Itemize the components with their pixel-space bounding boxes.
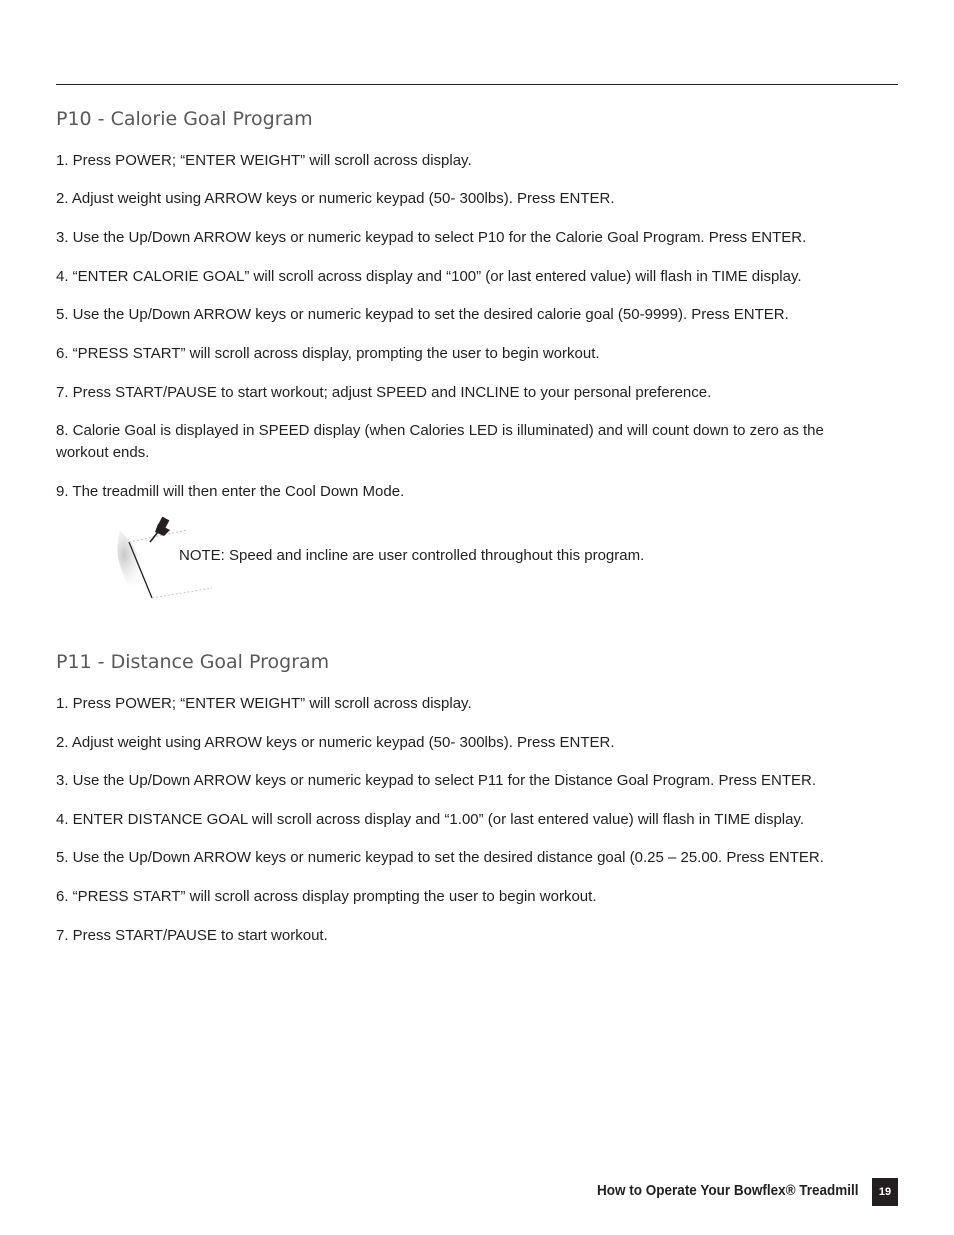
list-item: 9. The treadmill will then enter the Cool Down Mode. [56,483,405,500]
list-item: 5. Use the Up/Down ARROW keys or numeric keypad to set the desired distance goal (0.25 – 25.00. Press ENTER. [56,849,824,866]
list-item: 3. Use the Up/Down ARROW keys or numeric keypad to select P10 for the Calorie Goal Program. Press ENTER. [56,229,807,246]
section-title-p11: P11 - Distance Goal Program [56,651,330,673]
list-item: 6. “PRESS START” will scroll across display prompting the user to begin workout. [56,888,597,905]
list-item: 1. Press POWER; “ENTER WEIGHT” will scroll across display. [56,695,472,712]
footer-title: How to Operate Your Bowflex® Treadmill [597,1182,859,1199]
list-item: 5. Use the Up/Down ARROW keys or numeric keypad to set the desired calorie goal (50-9999). Press ENTER. [56,306,789,323]
page-number: 19 [872,1178,898,1206]
list-item: 4. ENTER DISTANCE GOAL will scroll across display and “1.00” (or last entered value) will flash in TIME display. [56,811,805,828]
list-item: 7. Press START/PAUSE to start workout; adjust SPEED and INCLINE to your personal preference. [56,384,712,401]
note-callout [112,516,712,602]
top-divider [56,84,898,85]
list-item: 8. Calorie Goal is displayed in SPEED display (when Calories LED is illuminated) and will count down to zero as the workout ends. [56,422,824,461]
list-item: 4. “ENTER CALORIE GOAL” will scroll across display and “100” (or last entered value) will flash in TIME display. [56,268,802,285]
list-item: 2. Adjust weight using ARROW keys or numeric keypad (50- 300lbs). Press ENTER. [56,190,615,207]
list-item: 2. Adjust weight using ARROW keys or numeric keypad (50- 300lbs). Press ENTER. [56,734,615,751]
section-title-p10: P10 - Calorie Goal Program [56,108,313,130]
list-item: 1. Press POWER; “ENTER WEIGHT” will scroll across display. [56,152,472,169]
note-text: NOTE: Speed and incline are user controlled throughout this program. [179,547,645,564]
pushpin-icon [150,517,170,542]
list-item: 6. “PRESS START” will scroll across display, prompting the user to begin workout. [56,345,600,362]
list-item: 3. Use the Up/Down ARROW keys or numeric keypad to select P11 for the Distance Goal Program. Press ENTER. [56,772,817,789]
list-item: 7. Press START/PAUSE to start workout. [56,927,328,944]
